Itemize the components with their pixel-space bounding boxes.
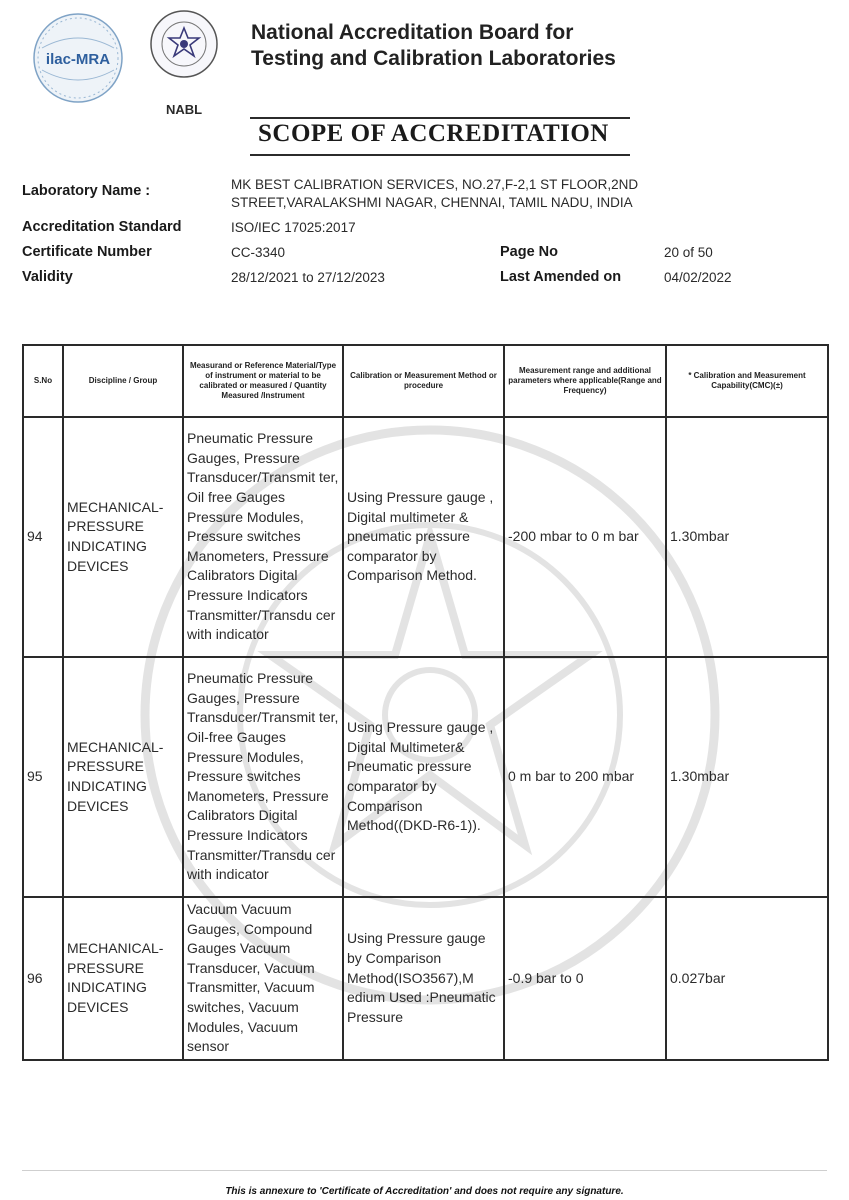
- lab-name-line2: STREET,VARALAKSHMI NAGAR, CHENNAI, TAMIL NADU, INDIA: [231, 195, 633, 210]
- table-row: [23, 657, 828, 897]
- certificate-value: CC-3340: [231, 245, 286, 260]
- cell-cmc: 1.30mbar: [666, 417, 828, 657]
- cell-range: 0 m bar to 200 mbar: [504, 657, 666, 897]
- title-rule-top: [250, 117, 630, 119]
- footer-note: This is annexure to 'Certificate of Accreditation' and does not require any signature.: [225, 1186, 624, 1197]
- cell-sno: 95: [23, 657, 63, 897]
- cell-material: Pneumatic Pressure Gauges, Pressure Transducer/Transmit ter, Oil free Gauges Pressure Modules, Pressure switches Manometers, Pressure Calibrators Digital Pressure Indicators Transmitter/Transdu cer with indicator: [183, 417, 343, 657]
- cell-sno: 96: [23, 897, 63, 1060]
- cell-method: Using Pressure gauge , Digital multimeter & pneumatic pressure comparator by Comparison Method.: [343, 417, 504, 657]
- nabl-logo: [146, 8, 222, 120]
- nabl-logo-text: NABL: [165, 102, 203, 117]
- lab-name-line1: MK BEST CALIBRATION SERVICES, NO.27,F-2,1 ST FLOOR,2ND: [231, 177, 639, 192]
- scope-title: SCOPE OF ACCREDITATION: [258, 120, 609, 147]
- ilac-mra-logo: [28, 8, 128, 108]
- validity-value: 28/12/2021 to 27/12/2023: [231, 270, 385, 285]
- cell-sno: 94: [23, 417, 63, 657]
- cell-material: Vacuum Vacuum Gauges, Compound Gauges Vacuum Transducer, Vacuum Transmitter, Vacuum switches, Vacuum Modules, Vacuum sensor: [183, 897, 343, 1060]
- certificate-label: Certificate Number: [22, 244, 152, 260]
- lab-name-label: Laboratory Name :: [22, 183, 151, 199]
- organization-name-line2: Testing and Calibration Laboratories: [251, 47, 616, 70]
- table-header-row: [23, 345, 828, 417]
- header-cmc: * Calibration and Measurement Capability(CMC)(±): [666, 345, 828, 417]
- cell-discipline: MECHANICAL- PRESSURE INDICATING DEVICES: [63, 897, 183, 1060]
- cell-cmc: 1.30mbar: [666, 657, 828, 897]
- table-row: [23, 417, 828, 657]
- standard-label: Accreditation Standard: [22, 219, 182, 235]
- organization-name-line1: National Accreditation Board for: [251, 21, 574, 44]
- cell-range: -0.9 bar to 0: [504, 897, 666, 1060]
- page-no-label: Page No: [500, 244, 559, 260]
- cell-method: Using Pressure gauge by Comparison Method(ISO3567),M edium Used :Pneumatic Pressure: [343, 897, 504, 1060]
- organization-name: [251, 20, 616, 72]
- page-no-value: 20 of 50: [664, 245, 713, 260]
- cell-cmc: 0.027bar: [666, 897, 828, 1060]
- ilac-logo-text: ilac-MRA: [45, 51, 111, 68]
- cell-method: Using Pressure gauge , Digital Multimeter& Pneumatic pressure comparator by Comparison Method((DKD-R6-1)).: [343, 657, 504, 897]
- table-row: [23, 897, 828, 1060]
- footer-divider: [22, 1170, 827, 1171]
- cell-range: -200 mbar to 0 m bar: [504, 417, 666, 657]
- header-discipline: Discipline / Group: [63, 345, 183, 417]
- last-amended-value: 04/02/2022: [664, 270, 732, 285]
- cell-discipline: MECHANICAL- PRESSURE INDICATING DEVICES: [63, 417, 183, 657]
- header-measurand: Measurand or Reference Material/Type of instrument or material to be calibrated or measured / Quantity Measured /Instrument: [183, 345, 343, 417]
- last-amended-label: Last Amended on: [500, 269, 622, 285]
- cell-discipline: MECHANICAL- PRESSURE INDICATING DEVICES: [63, 657, 183, 897]
- lab-name-value: [231, 176, 638, 212]
- cell-material: Pneumatic Pressure Gauges, Pressure Transducer/Transmit ter, Oil-free Gauges Pressure Modules, Pressure switches Manometers, Pressure Calibrators Digital Pressure Indicators Transmitter/Transdu cer with indicator: [183, 657, 343, 897]
- scope-table: [22, 344, 829, 1061]
- header-method: Calibration or Measurement Method or procedure: [343, 345, 504, 417]
- title-rule-bottom: [250, 154, 630, 156]
- header-range: Measurement range and additional parameters where applicable(Range and Frequency): [504, 345, 666, 417]
- standard-value: ISO/IEC 17025:2017: [231, 220, 356, 235]
- header-sno: S.No: [23, 345, 63, 417]
- validity-label: Validity: [22, 269, 73, 285]
